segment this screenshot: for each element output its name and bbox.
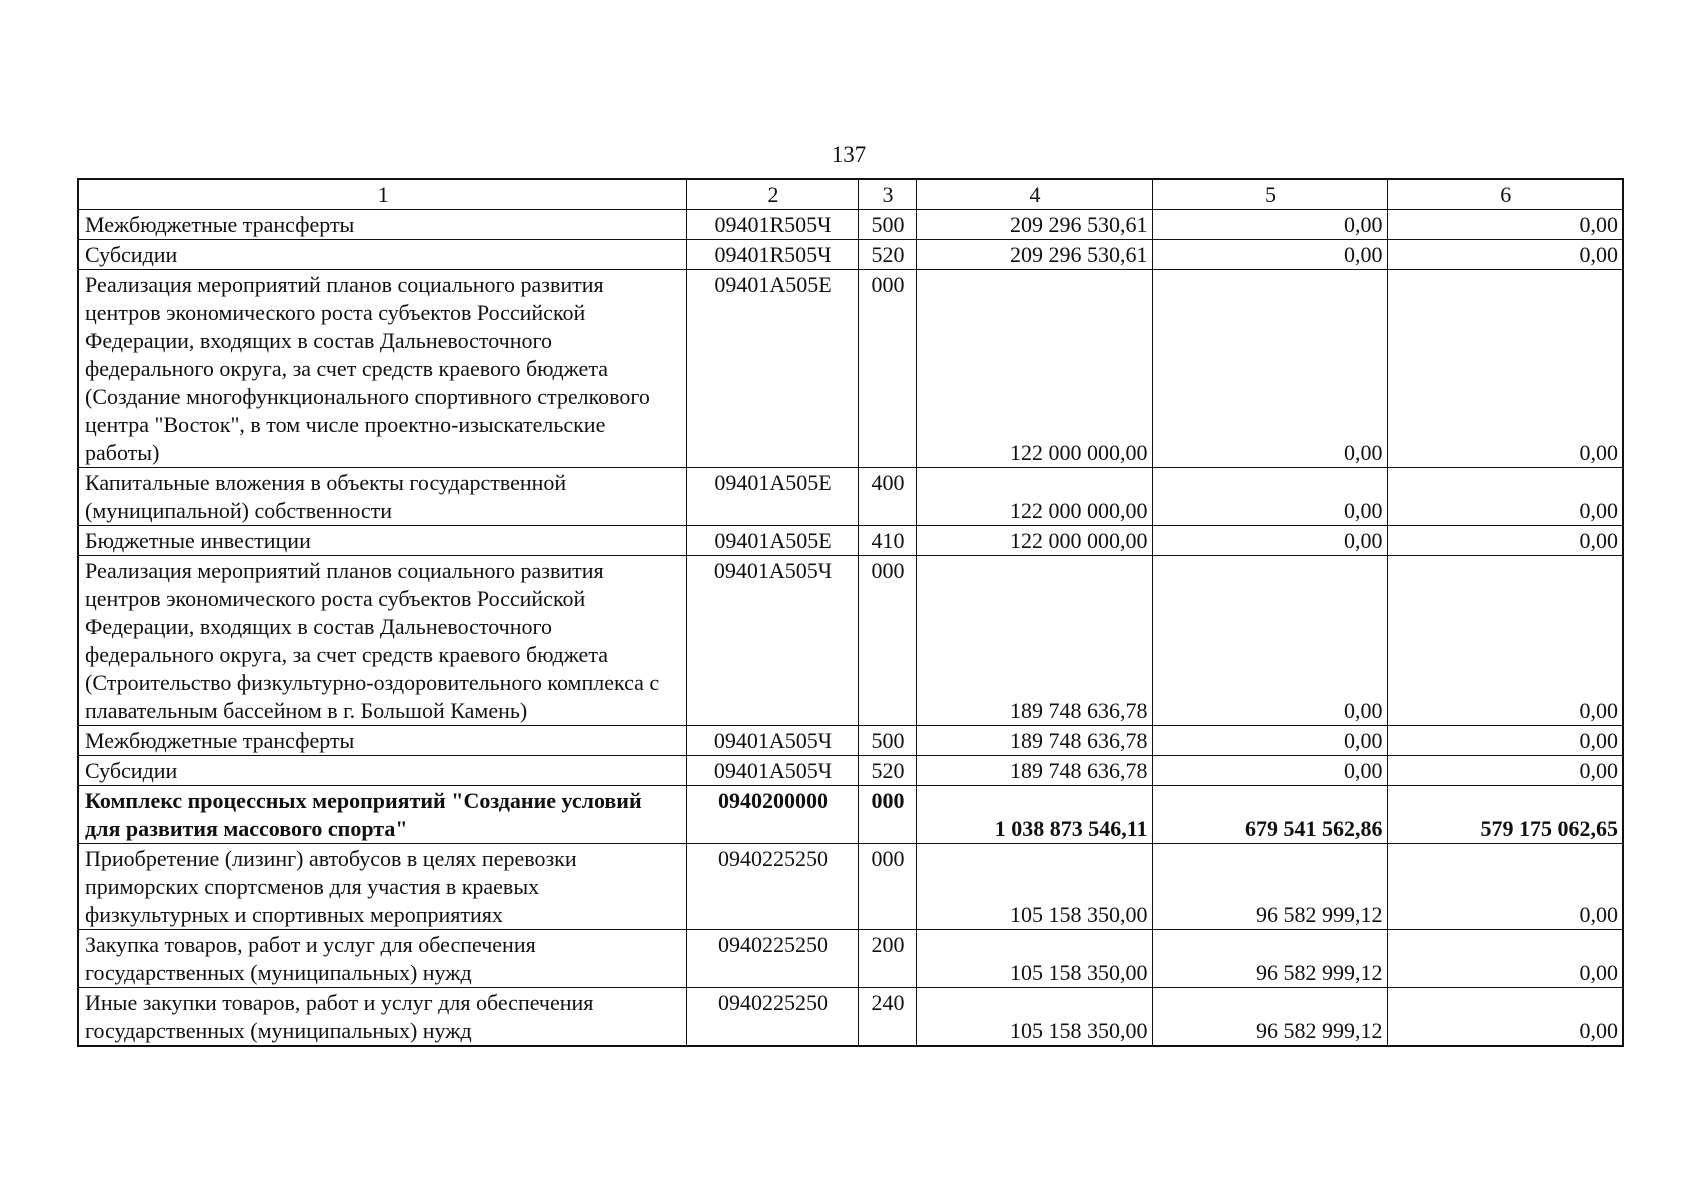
column-header-5: 5 — [1152, 179, 1387, 210]
row-value-1: 122 000 000,00 — [916, 270, 1152, 468]
row-code: 09401А505Е — [686, 526, 858, 556]
row-value-3: 0,00 — [1387, 526, 1623, 556]
row-expense-type: 410 — [858, 526, 916, 556]
row-value-3: 0,00 — [1387, 726, 1623, 756]
row-value-1: 122 000 000,00 — [916, 468, 1152, 526]
row-code: 0940200000 — [686, 786, 858, 844]
row-value-2: 0,00 — [1152, 210, 1387, 240]
table-row — [78, 526, 1623, 556]
table-row — [78, 756, 1623, 786]
row-code: 09401А505Ч — [686, 726, 858, 756]
column-header-4: 4 — [916, 179, 1152, 210]
row-value-3: 0,00 — [1387, 468, 1623, 526]
row-value-1: 105 158 350,00 — [916, 844, 1152, 930]
row-expense-type: 000 — [858, 786, 916, 844]
row-expense-type: 500 — [858, 210, 916, 240]
row-expense-type: 400 — [858, 468, 916, 526]
row-code: 0940225250 — [686, 844, 858, 930]
budget-table — [77, 178, 1624, 1047]
row-value-1: 189 748 636,78 — [916, 756, 1152, 786]
row-value-2: 0,00 — [1152, 556, 1387, 726]
table-row — [78, 556, 1623, 726]
row-value-3: 579 175 062,65 — [1387, 786, 1623, 844]
row-name: Межбюджетные трансферты — [78, 210, 686, 240]
row-code: 09401А505Ч — [686, 756, 858, 786]
table-row — [78, 726, 1623, 756]
row-name: Приобретение (лизинг) автобусов в целях перевозки приморских спортсменов для участия в краевых физкультурных и спортивных мероприятиях — [78, 844, 686, 930]
table-body — [78, 210, 1623, 1047]
row-value-3: 0,00 — [1387, 210, 1623, 240]
row-value-2: 0,00 — [1152, 726, 1387, 756]
column-header-3: 3 — [858, 179, 916, 210]
row-expense-type: 200 — [858, 930, 916, 988]
table-row — [78, 240, 1623, 270]
row-value-3: 0,00 — [1387, 756, 1623, 786]
row-name: Межбюджетные трансферты — [78, 726, 686, 756]
column-header-1: 1 — [78, 179, 686, 210]
table-row — [78, 844, 1623, 930]
column-header-6: 6 — [1387, 179, 1623, 210]
row-value-3: 0,00 — [1387, 270, 1623, 468]
row-expense-type: 500 — [858, 726, 916, 756]
row-expense-type: 000 — [858, 844, 916, 930]
table-row — [78, 468, 1623, 526]
table-row — [78, 270, 1623, 468]
row-value-3: 0,00 — [1387, 844, 1623, 930]
row-value-2: 0,00 — [1152, 756, 1387, 786]
row-code: 09401А505Е — [686, 468, 858, 526]
row-name: Реализация мероприятий планов социального развития центров экономического роста субъектов Российской Федерации, входящих в состав Дальневосточного федерального округа, за счет средств краевого бюджета (Создание многофункционального спортивного стрелкового центра "Восток", в том числе проектно-изыскательские работы) — [78, 270, 686, 468]
row-value-1: 209 296 530,61 — [916, 240, 1152, 270]
row-value-2: 679 541 562,86 — [1152, 786, 1387, 844]
row-value-1: 105 158 350,00 — [916, 930, 1152, 988]
row-name: Комплекс процессных мероприятий "Создание условий для развития массового спорта" — [78, 786, 686, 844]
row-name: Субсидии — [78, 756, 686, 786]
row-value-2: 0,00 — [1152, 526, 1387, 556]
row-value-3: 0,00 — [1387, 240, 1623, 270]
row-expense-type: 000 — [858, 270, 916, 468]
row-value-3: 0,00 — [1387, 930, 1623, 988]
row-code: 09401А505Е — [686, 270, 858, 468]
table-row — [78, 988, 1623, 1047]
row-value-1: 189 748 636,78 — [916, 726, 1152, 756]
table-row-section-total — [78, 786, 1623, 844]
row-code: 0940225250 — [686, 930, 858, 988]
row-expense-type: 240 — [858, 988, 916, 1047]
row-name: Бюджетные инвестиции — [78, 526, 686, 556]
row-code: 0940225250 — [686, 988, 858, 1047]
row-expense-type: 520 — [858, 756, 916, 786]
table-row — [78, 930, 1623, 988]
row-code: 09401R505Ч — [686, 210, 858, 240]
row-code: 09401R505Ч — [686, 240, 858, 270]
row-name: Капитальные вложения в объекты государственной (муниципальной) собственности — [78, 468, 686, 526]
row-name: Реализация мероприятий планов социального развития центров экономического роста субъектов Российской Федерации, входящих в состав Дальневосточного федерального округа, за счет средств краевого бюджета (Строительство физкультурно-оздоровительного комплекса с плавательным бассейном в г. Большой Камень) — [78, 556, 686, 726]
row-value-1: 189 748 636,78 — [916, 556, 1152, 726]
row-value-3: 0,00 — [1387, 556, 1623, 726]
row-value-1: 1 038 873 546,11 — [916, 786, 1152, 844]
row-expense-type: 000 — [858, 556, 916, 726]
row-value-1: 122 000 000,00 — [916, 526, 1152, 556]
row-name: Субсидии — [78, 240, 686, 270]
row-value-2: 0,00 — [1152, 240, 1387, 270]
row-name: Закупка товаров, работ и услуг для обеспечения государственных (муниципальных) нужд — [78, 930, 686, 988]
row-value-1: 209 296 530,61 — [916, 210, 1152, 240]
row-value-1: 105 158 350,00 — [916, 988, 1152, 1047]
row-value-2: 96 582 999,12 — [1152, 930, 1387, 988]
row-value-2: 0,00 — [1152, 270, 1387, 468]
row-value-3: 0,00 — [1387, 988, 1623, 1047]
row-name: Иные закупки товаров, работ и услуг для обеспечения государственных (муниципальных) нужд — [78, 988, 686, 1047]
row-value-2: 96 582 999,12 — [1152, 844, 1387, 930]
row-code: 09401А505Ч — [686, 556, 858, 726]
column-number-row — [78, 179, 1623, 210]
page-number: 137 — [831, 142, 867, 167]
column-header-2: 2 — [686, 179, 858, 210]
row-value-2: 0,00 — [1152, 468, 1387, 526]
table-row — [78, 210, 1623, 240]
row-expense-type: 520 — [858, 240, 916, 270]
row-value-2: 96 582 999,12 — [1152, 988, 1387, 1047]
